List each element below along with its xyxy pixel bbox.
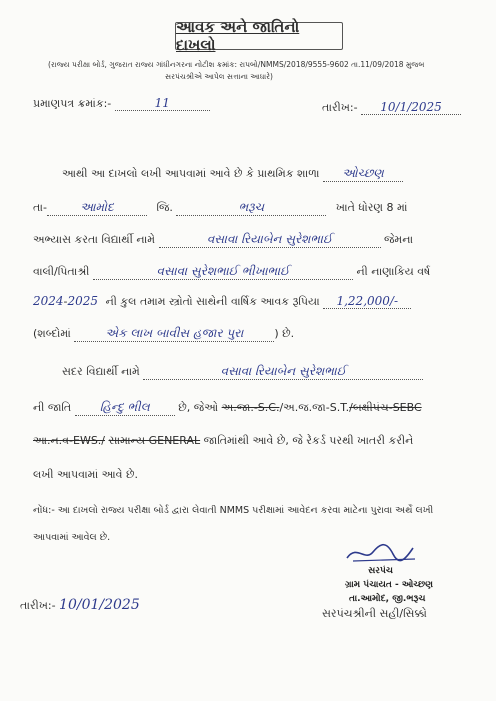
body-line-7 (62, 364, 423, 380)
body-line-2 (33, 200, 407, 216)
income-words: એક લાખ બાવીસ હજાર પુરા (105, 326, 244, 340)
body-l7-text: સદર વિદ્યાર્થી નામે (62, 365, 140, 378)
category-ews: આ.ન.વ-EWS./ (33, 434, 106, 447)
body-line-6 (33, 326, 294, 342)
district-value: ભરૂચ (238, 200, 265, 214)
category-general: સામાન્ય GENERAL (108, 434, 201, 447)
signature-mark (343, 540, 423, 566)
body-line-4 (33, 264, 430, 280)
guardian-label: વાલી/પિતાશ્રી (33, 265, 90, 278)
date-label: તારીખ:- (322, 101, 358, 114)
page-title: આવક અને જાતિનો દાખલો (175, 22, 343, 50)
words-label: (શબ્દોમાં (33, 327, 71, 340)
body-line-3 (33, 232, 413, 248)
footer-date (20, 597, 140, 613)
body-l9-end: જાતિમાંથી આવે છે, જે રેકર્ડ પરથી ખાતરી કરીને (203, 434, 414, 447)
taluka-value: આમોદ (80, 200, 114, 214)
notification-line-2: સરપંચશ્રીએ આપેલ સત્તાના આધારે) (165, 72, 273, 81)
footer-date-label: તારીખ:- (20, 599, 56, 612)
body-line-10: લખી આપવામાં આવે છે. (33, 468, 138, 481)
stamp-line-2: તા.આમોદ, જી.ભરૂચ (349, 594, 426, 604)
body-l5-text: ની કુલ તમામ સ્ત્રોતો સાથેની વાર્ષિક આવક રૂપિયા (105, 295, 320, 308)
footer-date-value: 10/01/2025 (59, 597, 140, 613)
cert-no-value: 11 (154, 96, 170, 110)
notification-line-1: (રાજ્ય પરીક્ષા બોર્ડ, ગુજરાત રાજ્ય ગાંધીનગરના નોટીશ ક્રમાંક: રાપબો/NMMS/2018/9555-9602 તા.11/09/2018 મુજબ (48, 60, 425, 69)
stamp-line-1: ગ્રામ પંચાયત - ઓચ્છણ (345, 580, 433, 590)
note-line-2: આપવામાં આવેલ છે. (33, 532, 111, 543)
category-sc: અ.જા.-S.C. (221, 401, 280, 414)
body-line-1 (62, 166, 403, 182)
date-value: 10/1/2025 (380, 100, 442, 114)
certificate-date (322, 100, 461, 115)
year-from: 2024 (33, 294, 64, 308)
category-st: /અ.જ.જા-S.T. (279, 401, 350, 414)
body-l8-mid: છે, જેઓ (178, 401, 219, 414)
student-name-repeat: વસાવા રિયાબેન સુરેશભાઈ (220, 364, 347, 378)
caste-label: ની જાતિ (33, 401, 72, 414)
signatory-label: સરપંચશ્રીની સહી/સિક્કો (322, 607, 427, 620)
student-name: વસાવા રિયાબેન સુરેશભાઈ (206, 232, 333, 246)
body-line-5: 2024-2025 ની કુલ તમામ સ્ત્રોતો સાથેની વાર્ષિક આવક રૂપિયા 1,22,000/- (33, 294, 411, 309)
income-amount: 1,22,000/- (336, 294, 399, 308)
stamp-title: સરપંચ (368, 566, 393, 576)
caste-value: હિન્દુ ભીલ (99, 400, 150, 414)
year-to: 2025 (67, 294, 99, 308)
body-l3-end: જેમના (384, 233, 414, 246)
standard-text: ખાતે ધોરણ 8 માં (335, 201, 408, 214)
body-l1-text: આથી આ દાખલો લખી આપવામાં આવે છે કે પ્રાથમિક શાળા (62, 167, 320, 180)
certificate-number (33, 96, 210, 111)
cert-no-label: પ્રમાણપત્ર ક્રમાંક:- (33, 97, 112, 110)
body-line-8 (33, 400, 422, 416)
body-line-9 (33, 434, 413, 448)
note-line-1: નોંધ:- આ દાખલો રાજ્ય પરીક્ષા બોર્ડ દ્વારા લેવાતી NMMS પરીક્ષામાં આવેદન કરવા માટેના પુરાવા અર્થે લખી (33, 505, 434, 516)
taluka-label: તા- (33, 201, 47, 214)
guardian-name: વસાવા સુરેશભાઈ ભીખાભાઈ (156, 264, 290, 278)
school-name: ઓચ્છણ (342, 166, 384, 180)
words-end: ) છે. (274, 327, 295, 340)
category-sebc: /બક્ષીપંચ-SEBC (349, 401, 422, 414)
district-label: જિ. (156, 201, 173, 214)
body-l4-end: ની નાણાકિય વર્ષ (356, 265, 431, 278)
body-l3-text: અભ્યાસ કરતા વિદ્યાર્થી નામે (33, 233, 156, 246)
